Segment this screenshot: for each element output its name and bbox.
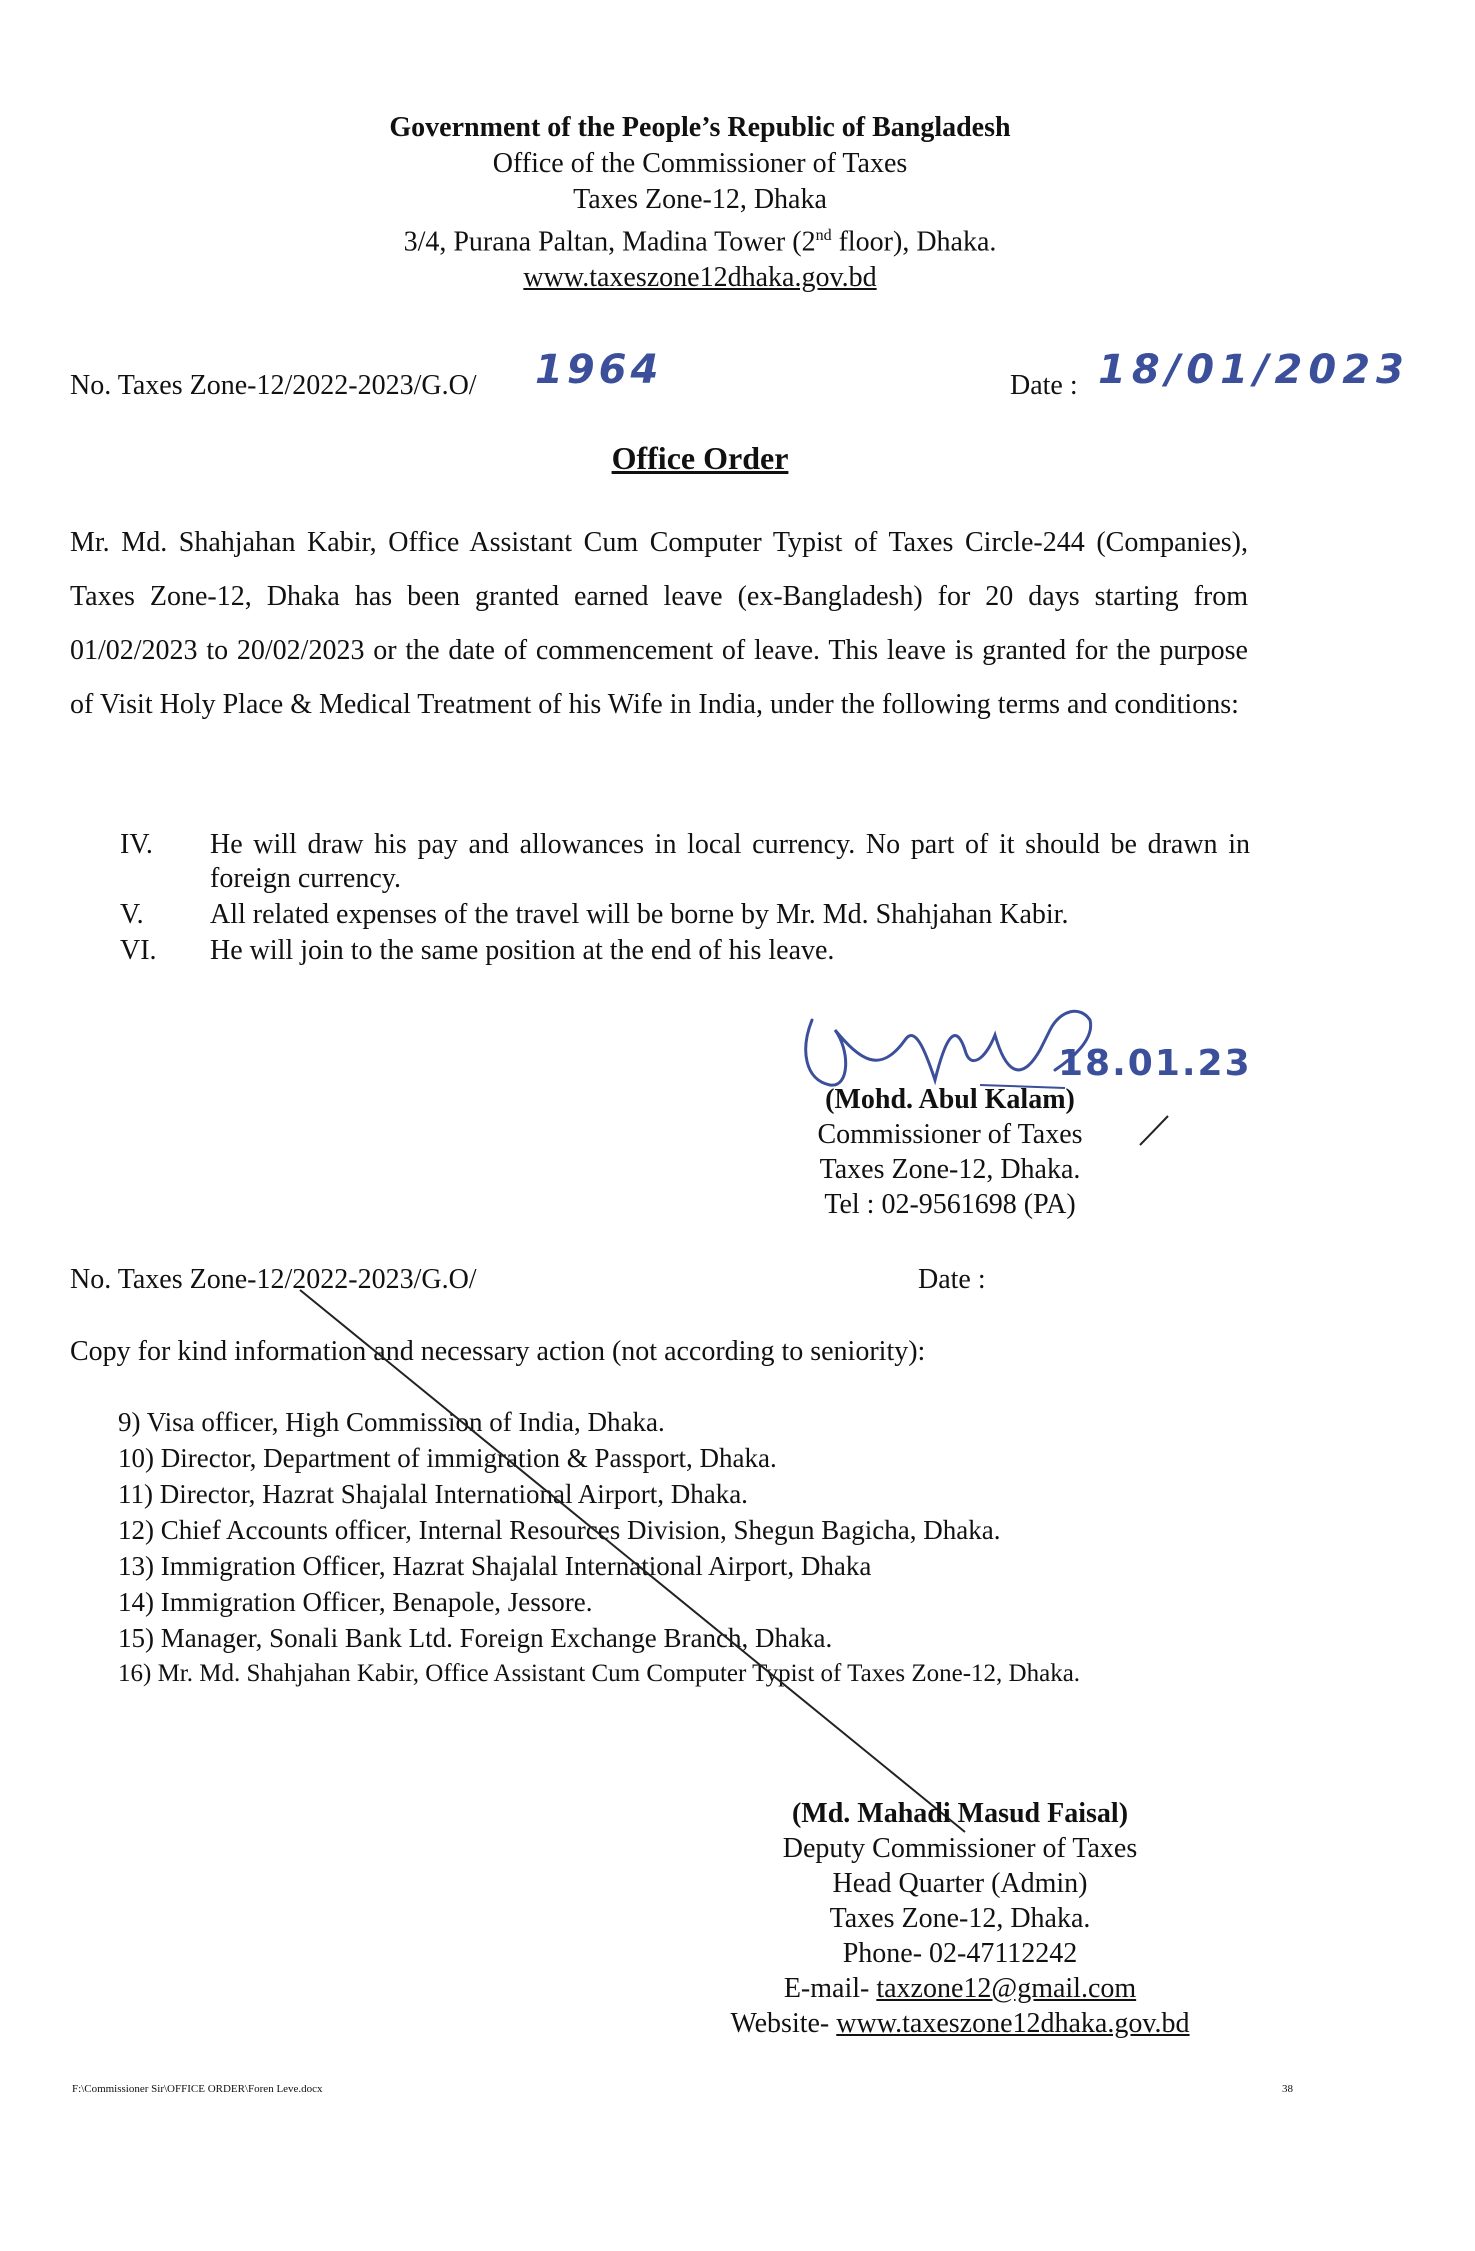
signatory-1-office: Taxes Zone-12, Dhaka. (819, 1154, 1081, 1185)
list-item: 16) Mr. Md. Shahjahan Kabir, Office Assistant Cum Computer Typist of Taxes Zone-12, Dhaka. (118, 1660, 1081, 1687)
signatory-2-unit: Head Quarter (Admin) (832, 1868, 1088, 1899)
office-name: Office of the Commissioner of Taxes (492, 148, 908, 179)
signatory-2-website (690, 2006, 1230, 2041)
term-number: V. (120, 899, 144, 930)
address-superscript: nd (815, 227, 832, 244)
website-link[interactable]: www.taxeszone12dhaka.gov.bd (523, 262, 877, 294)
government-title: Government of the People’s Republic of Bangladesh (389, 112, 1011, 143)
term-text: All related expenses of the travel will be borne by Mr. Md. Shahjahan Kabir. (210, 899, 1069, 930)
list-item: 11) Director, Hazrat Shajalal International Airport, Dhaka. (118, 1479, 748, 1509)
copy-reference-number: No. Taxes Zone-12/2022-2023/G.O/ (70, 1264, 477, 1295)
signatory-2-email (690, 1971, 1230, 2006)
signatory-1-name: (Mohd. Abul Kalam) (825, 1084, 1075, 1115)
signature-date: 18.01.23 (1058, 1043, 1252, 1084)
list-item: 9) Visa officer, High Commission of India, Dhaka. (118, 1407, 665, 1437)
reference-number-label: No. Taxes Zone-12/2022-2023/G.O/ (70, 370, 477, 401)
file-path: F:\Commissioner Sir\OFFICE ORDER\Foren Leve.docx (72, 2083, 323, 2095)
term-number: VI. (120, 935, 157, 966)
copy-intro: Copy for kind information and necessary action (not according to seniority): (70, 1336, 926, 1367)
signatory-2-designation: Deputy Commissioner of Taxes (782, 1833, 1138, 1864)
term-text: He will draw his pay and allowances in local currency. No part of it should be drawn in foreign currency. (210, 829, 1250, 894)
term-text: He will join to the same position at the end of his leave. (210, 935, 835, 966)
signatory-1-designation: Commissioner of Taxes (817, 1119, 1083, 1150)
date-label: Date : (1010, 370, 1078, 401)
list-item: 12) Chief Accounts officer, Internal Resources Division, Shegun Bagicha, Dhaka. (118, 1515, 1001, 1545)
zone-name: Taxes Zone-12, Dhaka (573, 184, 827, 215)
list-item: 10) Director, Department of immigration & Passport, Dhaka. (118, 1443, 777, 1473)
email-link[interactable]: taxzone12@gmail.com (876, 1973, 1137, 2004)
handwritten-reference-number: 1964 (535, 347, 663, 393)
website-label: Website- (730, 2008, 837, 2039)
address-part-end: floor), Dhaka. (831, 226, 997, 258)
signatory-2-office: Taxes Zone-12, Dhaka. (829, 1903, 1091, 1934)
document-title: Office Order (611, 440, 789, 476)
signatory-2-phone: Phone- 02-47112242 (842, 1938, 1078, 1969)
term-number: IV. (120, 829, 153, 860)
signatory-2-name: (Md. Mahadi Masud Faisal) (791, 1798, 1129, 1829)
signatory-1-tel: Tel : 02-9561698 (PA) (824, 1189, 1076, 1220)
signatory-2-block (690, 1796, 1230, 2041)
address-part: 3/4, Purana Paltan, Madina Tower (2 (403, 226, 816, 258)
website-link-footer[interactable]: www.taxeszone12dhaka.gov.bd (836, 2008, 1190, 2039)
body-paragraph: Mr. Md. Shahjahan Kabir, Office Assistant Cum Computer Typist of Taxes Circle-244 (Companies), Taxes Zone-12, Dhaka has been granted earned leave (ex-Bangladesh) for 20 days starting from 01/02/2023 to 20/02/2023 or the date of commencement of leave. This leave is granted for the purpose of Visit Holy Place & Medical Treatment of his Wife in India, under the following terms and conditions: (70, 527, 1248, 720)
email-label: E-mail- (783, 1973, 877, 2004)
list-item: 14) Immigration Officer, Benapole, Jessore. (118, 1587, 593, 1617)
list-item: 13) Immigration Officer, Hazrat Shajalal International Airport, Dhaka (118, 1551, 872, 1581)
page-code: 38 (1282, 2083, 1293, 2095)
list-item: 15) Manager, Sonali Bank Ltd. Foreign Exchange Branch, Dhaka. (118, 1623, 833, 1653)
copy-date-label: Date : (918, 1264, 986, 1295)
handwritten-date: 18/01/2023 (1098, 347, 1410, 393)
